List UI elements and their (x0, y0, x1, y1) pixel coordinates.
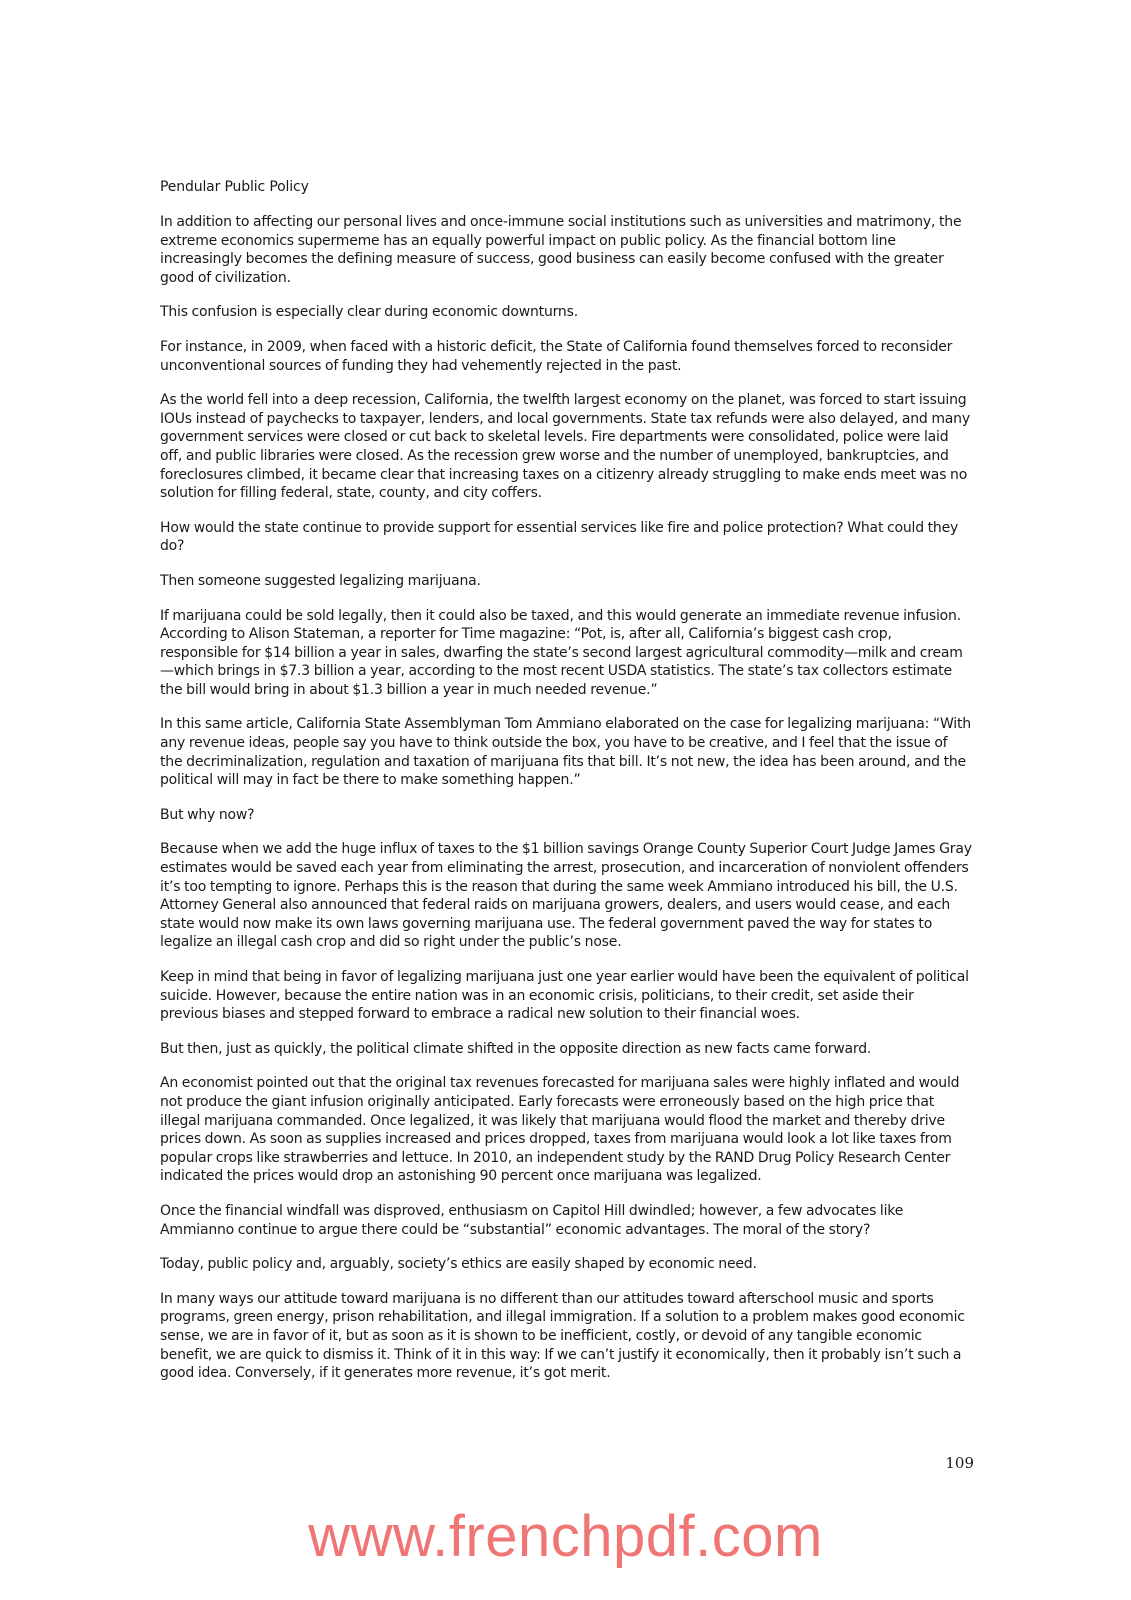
paragraph-9: But why now? (160, 806, 255, 823)
section-title: Pendular Public Policy (160, 179, 309, 195)
watermark-link[interactable]: www.frenchpdf.com (308, 1504, 823, 1569)
paragraph-4: As the world fell into a deep recession, California, the twelfth largest economy on the planet, was forced to start issuing IOUs instead of paychecks to taxpayer, lenders, and local governments. State tax refunds were also delayed, and many government services were closed or cut back to skeletal levels. Fire departments were consolidated, police were laid off, and public libraries were closed. As the recession grew worse and the number of unemployed, bankruptcies, and foreclosures climbed, it became clear that increasing taxes on a citizenry already struggling to make ends meet was no solution for filling federal, state, county, and city coffers. (160, 392, 970, 502)
paragraph-3: For instance, in 2009, when faced with a historic deficit, the State of California found themselves forced to reconsider unconventional sources of funding they had vehemently rejected in the past. (160, 338, 953, 374)
paragraph-16: In many ways our attitude toward marijuana is no different than our attitudes toward afterschool music and sports programs, green energy, prison rehabilitation, and illegal immigration. If a solution to a problem makes good economic sense, we are in favor of it, but as soon as it is shown to be inefficient, costly, or devoid of any tangible economic benefit, we are quick to dismiss it. Think of it in this way: If we can’t justify it economically, then it probably isn’t such a good idea. Conversely, if it generates more revenue, it’s got merit. (160, 1290, 965, 1382)
paragraph-6: Then someone suggested legalizing marijuana. (160, 572, 481, 589)
paragraph-14: Once the financial windfall was disproved, enthusiasm on Capitol Hill dwindled; however, a few advocates like Ammianno continue to argue there could be “substantial” economic advantages. The moral of the story? (160, 1202, 904, 1238)
paragraph-11: Keep in mind that being in favor of legalizing marijuana just one year earlier would have been the equivalent of political suicide. However, because the entire nation was in an economic crisis, politicians, to their credit, set aside their previous biases and stepped forward to embrace a radical new solution to their financial woes. (160, 969, 969, 1023)
paragraph-8: In this same article, California State Assemblyman Tom Ammiano elaborated on the case for legalizing marijuana: “With any revenue ideas, people say you have to think outside the box, you have to be creative, and I feel that the issue of the decriminalization, regulation and taxation of marijuana fits that bill. It’s not new, the idea has been around, and the political will may in fact be there to make something happen.” (160, 716, 971, 789)
paragraph-1: In addition to affecting our personal lives and once-immune social institutions such as universities and matrimony, the extreme economics supermeme has an equally powerful impact on public policy. As the financial bottom line increasingly becomes the defining measure of success, good business can easily become confused with the greater good of civilization. (160, 214, 962, 286)
paragraph-5: How would the state continue to provide support for essential services like fire and police protection? What could they do? (160, 519, 959, 555)
paragraph-12: But then, just as quickly, the political climate shifted in the opposite direction as new facts came forward. (160, 1040, 872, 1057)
paragraph-7: If marijuana could be sold legally, then it could also be taxed, and this would generate an immediate revenue infusion. According to Alison Stateman, a reporter for Time magazine: “Pot, is, after all, California’s biggest cash crop, responsible for $14 billion a year in sales, dwarfing the state’s second largest agricultural commodity—milk and cream—which brings in $7.3 billion a year, according to the most recent USDA statistics. The state’s tax collectors estimate the bill would bring in about $1.3 billion a year in much needed revenue.” (160, 607, 963, 698)
paragraph-2: This confusion is especially clear during economic downturns. (160, 304, 578, 321)
paragraph-10: Because when we add the huge influx of taxes to the $1 billion savings Orange County Superior Court Judge James Gray estimates would be saved each year from eliminating the arrest, prosecution, and incarceration of nonviolent offenders it’s too tempting to ignore. Perhaps this is the reason that during the same week Ammiano introduced his bill, the U.S. Attorney General also announced that federal raids on marijuana growers, dealers, and users would cease, and each state would now make its own laws governing marijuana use. The federal government paved the way for states to legalize an illegal cash crop and did so right under the public’s nose. (160, 841, 972, 951)
page-number: 109 (945, 1454, 974, 1472)
paragraph-13: An economist pointed out that the original tax revenues forecasted for marijuana sales were highly inflated and would not produce the giant infusion originally anticipated. Early forecasts were erroneously based on the high price that illegal marijuana commanded. Once legalized, it was likely that marijuana would flood the market and thereby drive prices down. As soon as supplies increased and prices dropped, taxes from marijuana would look a lot like taxes from popular crops like strawberries and lettuce. In 2010, an independent study by the RAND Drug Policy Research Center indicated the prices would drop an astonishing 90 percent once marijuana was legalized. (160, 1075, 960, 1185)
document-page (160, 178, 972, 1399)
paragraph-15: Today, public policy and, arguably, society’s ethics are easily shaped by economic need. (160, 1256, 757, 1273)
